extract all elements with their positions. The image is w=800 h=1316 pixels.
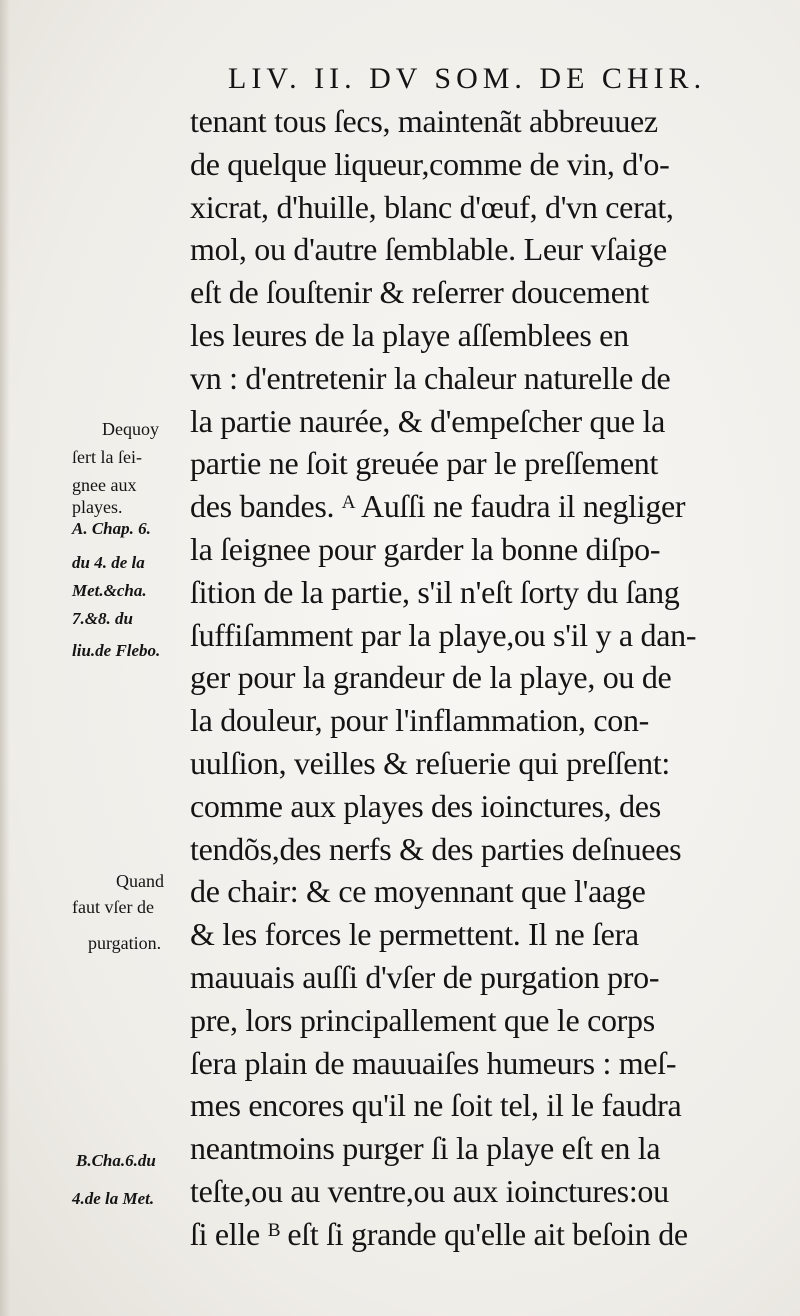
text-line: de quelque liqueur,comme de vin, d'o- — [190, 145, 670, 182]
text-line: des bandes. ᴬ Auſſi ne faudra il negliger — [190, 488, 686, 525]
text-line: tendõs,des nerfs & des parties deſnuees — [190, 830, 682, 867]
margin-reference-line: 7.&8. du — [72, 609, 133, 628]
text-line: tenant tous ſecs, maintenãt abbreuuez — [190, 103, 658, 139]
margin-note-reference-b — [72, 1150, 212, 1210]
text-line: ſera plain de mauuaiſes humeurs : meſ- — [190, 1044, 677, 1081]
text-line: pre, lors principallement que le corps — [190, 1001, 655, 1038]
margin-reference-line: 4.de la Met. — [72, 1189, 155, 1208]
text-line: mes encores qu'il ne ſoit tel, il le faudra — [190, 1087, 682, 1124]
text-line: la partie naurée, & d'empeſcher que la — [190, 402, 666, 439]
margin-note-line: playes. — [72, 497, 123, 517]
margin-note-line: Quand — [116, 871, 164, 891]
text-line: neantmoins purger ſi la playe eſt en la — [190, 1130, 661, 1167]
text-line: ſi elle ᴮ eſt ſi grande qu'elle ait beſoin de — [190, 1215, 688, 1252]
margin-note-line: gnee aux — [72, 475, 137, 495]
margin-reference-line: du 4. de la — [72, 553, 145, 572]
text-line: la ſeignee pour garder la bonne diſpo- — [190, 530, 661, 567]
margin-note-line: purgation. — [88, 933, 162, 953]
margin-reference-line: liu.de Flebo. — [72, 641, 161, 660]
text-line: de chair: & ce moyennant que l'aage — [190, 873, 646, 910]
margin-note-bleeding — [72, 418, 212, 662]
text-line: comme aux playes des ioinctures, des — [190, 787, 661, 824]
margin-reference-line: A. Chap. 6. — [72, 519, 151, 538]
text-line: & les forces le permettent. Il ne ſera — [190, 916, 639, 953]
text-line: mol, ou d'autre ſemblable. Leur vſaige — [190, 231, 667, 268]
text-line: ſition de la partie, s'il n'eſt ſorty du ſang — [190, 573, 680, 610]
margin-note-line: ſert la ſei- — [72, 447, 142, 467]
margin-note-line: faut vſer de — [72, 897, 154, 917]
margin-reference-line: B.Cha.6.du — [76, 1151, 156, 1170]
text-line: xicrat, d'huille, blanc d'œuf, d'vn cerat, — [190, 188, 674, 225]
page-edge-shadow — [0, 0, 10, 1316]
text-line: la douleur, pour l'inflammation, con- — [190, 702, 650, 739]
text-line: les leures de la playe aſſemblees en — [190, 316, 629, 353]
text-line: teſte,ou au ventre,ou aux ioinctures:ou — [190, 1172, 669, 1209]
main-text-block — [190, 100, 770, 1256]
text-line: ger pour la grandeur de la playe, ou de — [190, 659, 672, 696]
text-line: vn : d'entretenir la chaleur naturelle de — [190, 359, 671, 396]
margin-reference-line: Met.&cha. — [72, 581, 147, 600]
margin-note-line: Dequoy — [102, 419, 159, 439]
text-line: partie ne ſoit greuée par le preſſement — [190, 445, 659, 482]
text-line: eſt de ſouſtenir & reſerrer doucement — [190, 274, 649, 311]
margin-note-purgation — [72, 870, 212, 954]
running-header: LIV. II. DV SOM. DE CHIR. — [228, 62, 707, 95]
text-line: mauuais auſſi d'vſer de purgation pro- — [190, 958, 660, 995]
text-line: uulſion, veilles & reſuerie qui preſſent: — [190, 744, 671, 781]
text-line: ſuffiſamment par la playe,ou s'il y a dan- — [190, 616, 697, 653]
